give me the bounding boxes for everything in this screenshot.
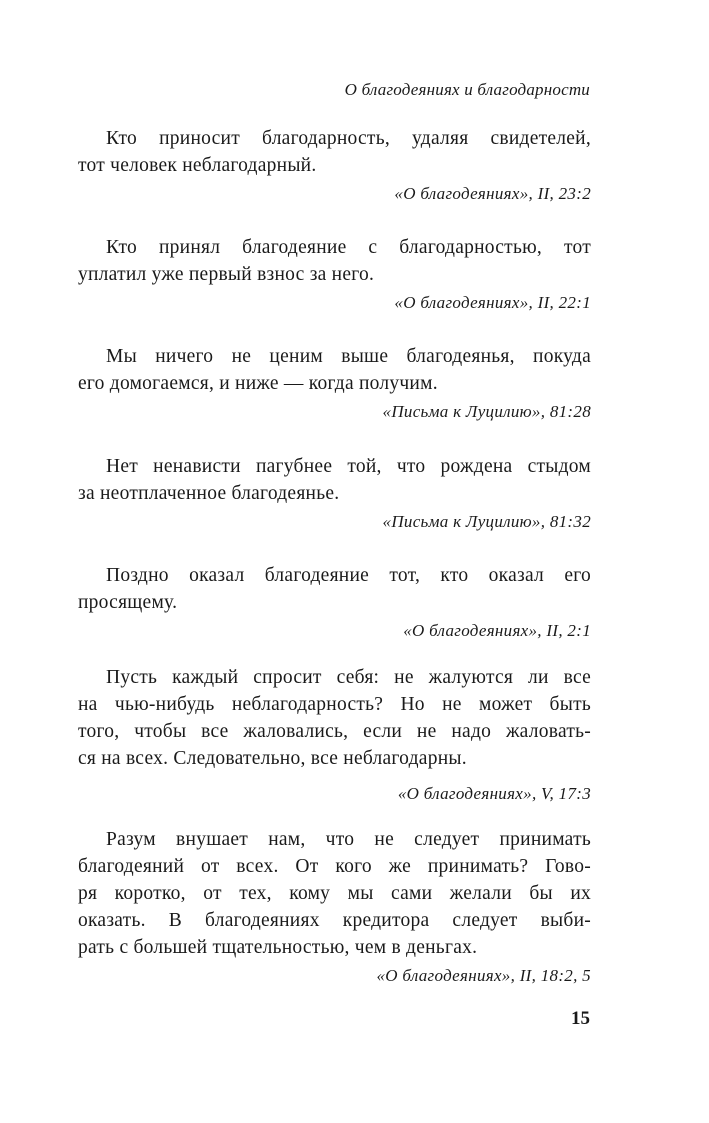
quote (78, 343, 591, 424)
quote-source: «О благодеяниях», V, 17:3 (397, 784, 591, 803)
quote-line: на чью-нибудь неблагодарность? Но не может быть (78, 694, 591, 715)
quote-source: «О благодеяниях», II, 2:1 (403, 621, 591, 640)
quote (78, 664, 591, 806)
running-head: О благодеяниях и благодарности (344, 80, 590, 99)
page-number: 15 (571, 1008, 590, 1029)
quote-line: Кто принял благодеяние с благодарностью, тот (106, 237, 591, 258)
quote-line: Нет ненависти пагубнее той, что рождена стыдом (106, 456, 591, 477)
quote (78, 826, 591, 988)
quote-source: «О благодеяниях», II, 22:1 (394, 293, 591, 312)
quote-source: «О благодеяниях», II, 23:2 (394, 184, 591, 203)
quote-line: оказать. В благодеяниях кредитора следует выби- (78, 910, 591, 931)
quote-line: уплатил уже первый взнос за него. (78, 264, 375, 285)
quote-line: Кто приносит благодарность, удаляя свидетелей, (106, 128, 591, 149)
quote-source: «О благодеяниях», II, 18:2, 5 (376, 966, 591, 985)
quote-source: «Письма к Луцилию», 81:32 (382, 512, 591, 531)
quote (78, 453, 591, 534)
quote-line: просящему. (78, 592, 178, 613)
quote-line: Пусть каждый спросит себя: не жалуются ли все (106, 667, 591, 688)
quote-line: Поздно оказал благодеяние тот, кто оказал его (106, 565, 591, 586)
quote-line: того, чтобы все жаловались, если не надо жаловать- (78, 721, 591, 742)
quote-line: ря коротко, от тех, кому мы сами желали бы их (78, 883, 591, 904)
quote-line: за неотплаченное благодеянье. (78, 483, 340, 504)
quote-line: его домогаемся, и ниже — когда получим. (78, 373, 438, 394)
quote-line: рать с большей тщательностью, чем в деньгах. (78, 937, 478, 958)
quote-line: тот человек неблагодарный. (78, 155, 317, 176)
quote (78, 234, 591, 315)
quote-line: благодеяний от всех. От кого же принимать? Гово- (78, 856, 591, 877)
quote-line: ся на всех. Следовательно, все неблагодарны. (78, 748, 467, 769)
quote (78, 125, 591, 206)
quote-source: «Письма к Луцилию», 81:28 (382, 402, 591, 421)
quote (78, 562, 591, 643)
quote-line: Мы ничего не ценим выше благодеянья, покуда (106, 346, 591, 367)
quote-line: Разум внушает нам, что не следует принимать (106, 829, 591, 850)
